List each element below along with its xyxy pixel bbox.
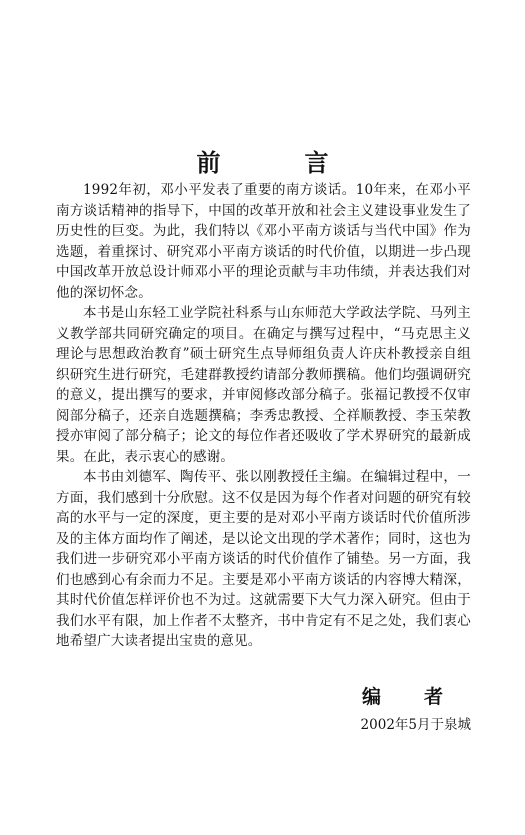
paragraph-2: 本书是山东轻工业学院社科系与山东师范大学政法学院、马列主义教学部共同研究确定的项目。在确定与撰写过程中，“马克思主义理论与思想政治教育”硕士研究生点导师组负责人许庆朴教授亲自组织研究生进行研究，毛建群教授约请部分教师撰稿。他们均强调研究的意义，提出撰写的要求，并审阅修改部分稿子。张福记教授不仅审阅部分稿子，还亲自选题撰稿；李秀忠教授、仝祥顺教授、李玉荣教授亦审阅了部分稿子；论文的每位作者还吸收了学术界研究的最新成果。在此，表示衷心的感谢。 <box>56 305 471 465</box>
date-place: 2002年5月于泉城 <box>360 717 471 733</box>
paragraph-1: 1992年初，邓小平发表了重要的南方谈话。10年来，在邓小平南方谈话精神的指导下，中国的改革开放和社会主义建设事业发生了历史性的巨变。为此，我们特以《邓小平南方谈话与当代中国》作为选题，着重探讨、研究邓小平南方谈话的时代价值，以期进一步凸现中国改革开放总设计师邓小平的理论贡献与丰功伟绩，并表达我们对他的深切怀念。 <box>56 182 471 301</box>
author-signature: 编 者 <box>361 686 455 708</box>
paragraph-3: 本书由刘德军、陶传平、张以刚教授任主编。在编辑过程中，一方面，我们感到十分欣慰。这不仅是因为每个作者对问题的研究有较高的水平与一定的深度，更主要的是对邓小平南方谈话时代价值所涉及的主体方面均作了阐述，是以论文出现的学术著作；同时，这也为我们进一步研究邓小平南方谈话的时代价值作了铺垫。另一方面，我们也感到心有余而力不足。主要是邓小平南方谈话的内容博大精深，其时代价值怎样评价也不为过。这就需要下大气力深入研究。但由于我们水平有限，加上作者不太整齐，书中肯定有不足之处，我们衷心地希望广大读者提出宝贵的意见。 <box>56 469 471 649</box>
preface-body <box>56 180 471 652</box>
page-title: 前 言 <box>196 149 359 177</box>
